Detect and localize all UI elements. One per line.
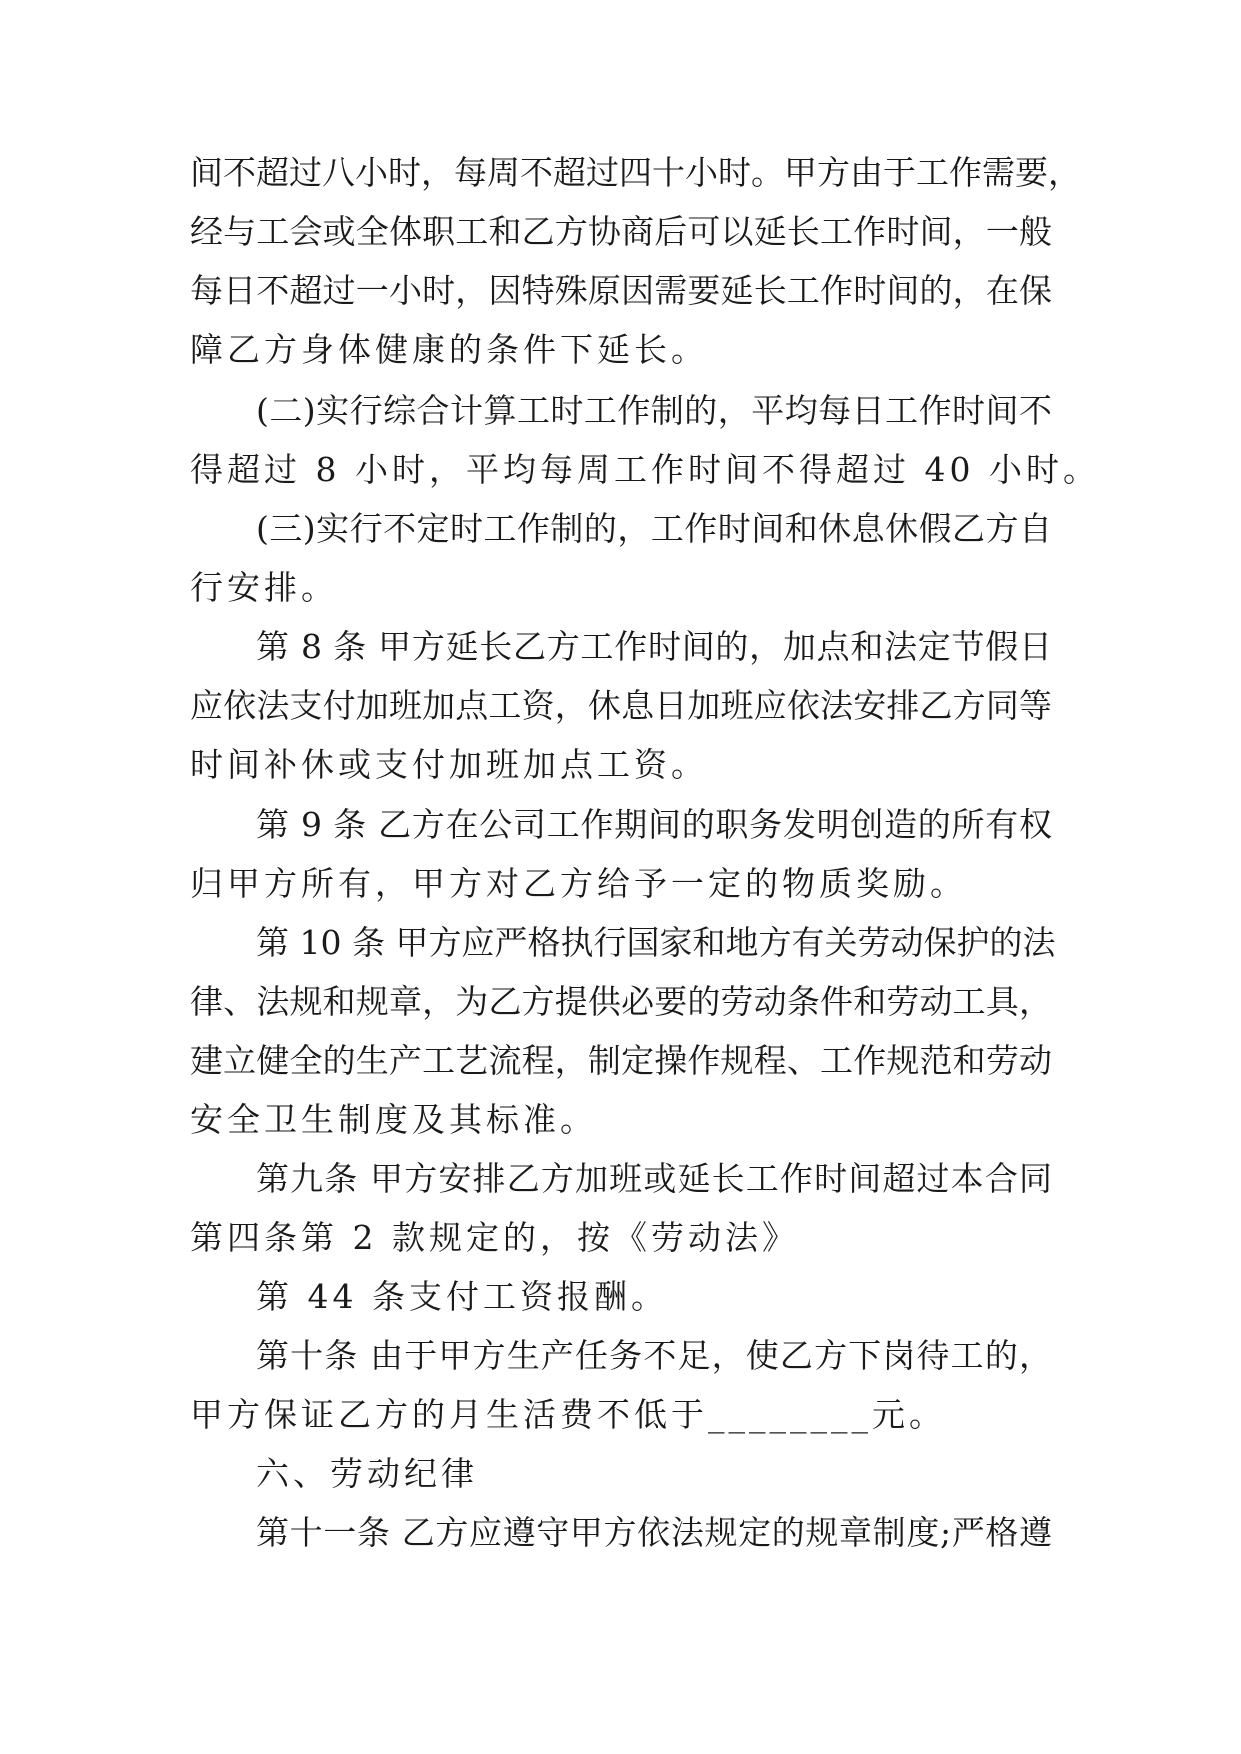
text-line: 应依法支付加班加点工资，休息日加班应依法安排乙方同等 [190,686,1052,725]
article-nine-heading: 第九条 甲方安排乙方加班或延长工作时间超过本合同 [256,1159,1052,1198]
text-line: 间不超过八小时，每周不超过四十小时。甲方由于工作需要， [190,153,1081,192]
text-line: 每日不超过一小时，因特殊原因需要延长工作时间的，在保 [190,271,1052,310]
text-line: (三)实行不定时工作制的，工作时间和休息休假乙方自 [256,509,1052,548]
text-line: 障乙方身体健康的条件下延长。 [190,330,708,369]
text-line: (二)实行综合计算工时工作制的，平均每日工作时间不 [256,391,1052,430]
text-line: 建立健全的生产工艺流程，制定操作规程、工作规范和劳动 [190,1041,1052,1080]
text-line: 时间补休或支付加班加点工资。 [190,745,708,784]
text-line: 归甲方所有，甲方对乙方给予一定的物质奖励。 [190,864,967,903]
text-line: 经与工会或全体职工和乙方协商后可以延长工作时间，一般 [190,212,1052,251]
article-10-heading: 第 10 条 甲方应严格执行国家和地方有关劳动保护的法 [256,923,1056,962]
article-ten-heading: 第十条 由于甲方生产任务不足，使乙方下岗待工的， [256,1336,1052,1375]
text-line: 甲方保证乙方的月生活费不低于________元。 [190,1395,946,1434]
text-line: 行安排。 [190,568,338,607]
article-9-heading: 第 9 条 乙方在公司工作期间的职务发明创造的所有权 [256,805,1052,844]
text-line: 安全卫生制度及其标准。 [190,1100,597,1139]
article-eleven-heading: 第十一条 乙方应遵守甲方依法规定的规章制度;严格遵 [256,1513,1052,1552]
text-line: 第 44 条支付工资报酬。 [256,1277,668,1316]
text-line: 得超过 8 小时，平均每周工作时间不得超过 40 小时。 [190,450,1100,489]
section-heading-labor-discipline: 六、劳动纪律 [256,1454,478,1493]
text-line: 律、法规和规章，为乙方提供必要的劳动条件和劳动工具， [190,982,1052,1021]
text-line: 第四条第 2 款规定的，按《劳动法》 [190,1218,799,1257]
article-8-heading: 第 8 条 甲方延长乙方工作时间的，加点和法定节假日 [256,627,1052,666]
